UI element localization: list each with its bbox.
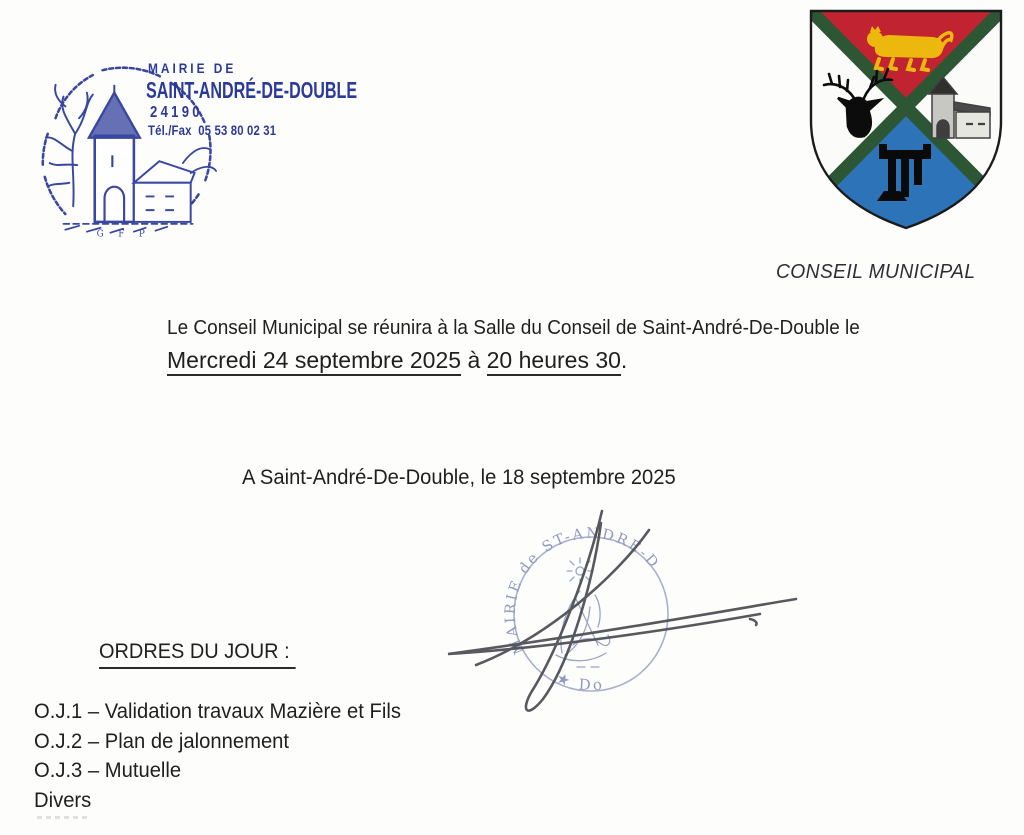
agenda-heading: ORDRES DU JOUR : (99, 640, 295, 669)
agenda-item: O.J.1 – Validation travaux Mazière et Fils (34, 699, 401, 723)
announcement-line1: Le Conseil Municipal se réunira à la Salle du Conseil de Saint-André-De-Double le (167, 317, 860, 339)
round-stamp-bottom-text: ★ Do (553, 668, 606, 695)
place-date-line: A Saint-André-De-Double, le 18 septembre 2025 (242, 466, 676, 489)
stamp-and-signature (430, 495, 830, 730)
scan-artifact (37, 816, 89, 819)
round-stamp-arc-text: MAIRIE de ST-ANDRE-D (502, 525, 663, 657)
official-round-stamp-icon (503, 526, 668, 695)
stamp-engraver-letters: G F P (96, 229, 151, 240)
mairie-ink-stamp (36, 50, 396, 245)
agenda-item: Divers (34, 787, 92, 812)
meeting-date: Mercredi 24 septembre 2025 (167, 347, 461, 376)
announcement-period: . (620, 347, 628, 373)
agenda-item: O.J.2 – Plan de jalonnement (34, 728, 290, 753)
meeting-time: 20 heures 30 (487, 347, 621, 376)
mairie-stamp-line4: Tél./Fax 05 53 80 02 31 (148, 123, 277, 138)
mairie-stamp-line1: MAIRIE DE (148, 60, 237, 76)
announcement-line2 (167, 347, 896, 374)
announcement-connector: à (461, 347, 487, 373)
mairie-stamp-line2: SAINT-ANDRÉ-DE-DOUBLE (146, 77, 358, 103)
mairie-stamp-line3: 24190 (150, 104, 203, 121)
conseil-municipal-caption: CONSEIL MUNICIPAL (776, 260, 976, 283)
agenda-list (34, 697, 424, 815)
meeting-announcement (167, 317, 896, 374)
agenda-item: O.J.3 – Mutuelle (34, 758, 182, 782)
coat-of-arms-icon (806, 6, 1006, 232)
